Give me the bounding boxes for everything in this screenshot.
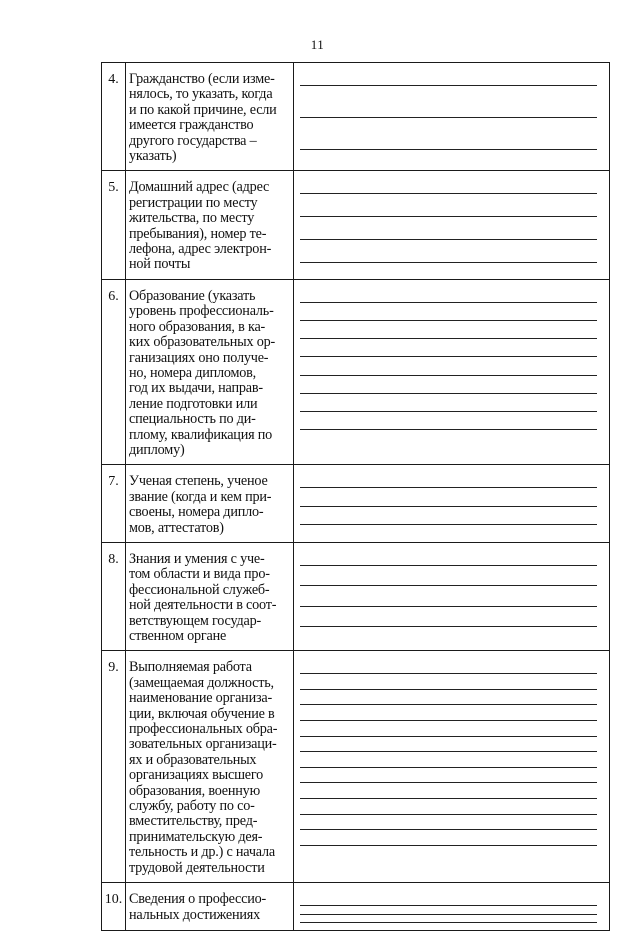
answer-line[interactable] <box>300 117 597 118</box>
row-label-line: диплому) <box>129 441 185 458</box>
answer-line[interactable] <box>300 673 597 674</box>
row-label-line: другого государства – <box>129 132 257 149</box>
answer-line[interactable] <box>300 565 597 566</box>
answer-line[interactable] <box>300 320 597 321</box>
row-label-line: службу, работу по со- <box>129 798 255 815</box>
page-number: 11 <box>310 37 325 52</box>
answer-line[interactable] <box>300 736 597 737</box>
row-label-line: трудовой деятельности <box>129 859 265 876</box>
form-row-9 <box>102 651 610 883</box>
answer-line[interactable] <box>300 798 597 799</box>
answer-line[interactable] <box>300 487 597 488</box>
answer-field[interactable] <box>294 651 610 883</box>
row-label <box>126 883 294 931</box>
row-number: 10. <box>102 883 126 931</box>
row-label-line: ственном органе <box>129 628 227 644</box>
answer-line[interactable] <box>300 524 597 525</box>
answer-line[interactable] <box>300 429 597 430</box>
answer-line[interactable] <box>300 626 597 627</box>
answer-line[interactable] <box>300 814 597 815</box>
form-row-4 <box>102 63 610 171</box>
row-label-line: год их выдачи, направ- <box>129 380 263 397</box>
row-label-line: Образование (указать <box>129 287 256 304</box>
answer-line[interactable] <box>300 375 597 376</box>
row-label-line: но, номера дипломов, <box>129 364 257 381</box>
answer-field[interactable] <box>294 63 610 171</box>
row-label-line: регистрации по месту <box>129 194 258 211</box>
questionnaire-table <box>101 62 610 931</box>
row-label-line: и по какой причине, если <box>129 101 277 118</box>
row-label-line: (замещаемая должность, <box>129 674 274 691</box>
row-label-line: нальных достижениях <box>129 906 261 923</box>
form-row-5 <box>102 171 610 279</box>
row-number: 4. <box>102 63 126 171</box>
row-label-line: Знания и умения с уче- <box>129 550 265 567</box>
row-label-line: фессиональной служеб- <box>129 581 270 598</box>
row-label <box>126 63 294 171</box>
form-row-8 <box>102 542 610 650</box>
row-label-line: ции, включая обучение в <box>129 705 275 722</box>
row-number: 9. <box>102 651 126 883</box>
row-label-line: образования, военную <box>129 782 260 799</box>
row-label-line: ких образовательных ор- <box>129 334 276 351</box>
answer-line[interactable] <box>300 193 597 194</box>
answer-line[interactable] <box>300 914 597 915</box>
row-label-line: своены, номера дипло- <box>129 504 264 521</box>
row-label <box>126 171 294 279</box>
row-label-line: пребывания), номер те- <box>129 225 267 242</box>
answer-line[interactable] <box>300 751 597 752</box>
answer-line[interactable] <box>300 356 597 357</box>
answer-line[interactable] <box>300 782 597 783</box>
answer-line[interactable] <box>300 216 597 217</box>
row-label <box>126 651 294 883</box>
row-number: 6. <box>102 279 126 464</box>
row-label-line: жительства, по месту <box>129 210 255 227</box>
row-label-line: том области и вида про- <box>129 566 270 583</box>
answer-line[interactable] <box>300 704 597 705</box>
row-label-line: ной почты <box>129 256 191 273</box>
answer-line[interactable] <box>300 720 597 721</box>
answer-field[interactable] <box>294 279 610 464</box>
answer-line[interactable] <box>300 393 597 394</box>
row-label <box>126 279 294 464</box>
row-label-line: зовательных организаци- <box>129 736 277 753</box>
row-label-line: принимательскую дея- <box>129 828 263 845</box>
row-label <box>126 542 294 650</box>
row-label-line: профессиональных обра- <box>129 721 278 738</box>
row-label-line: специальность по ди- <box>129 411 256 428</box>
answer-line[interactable] <box>300 239 597 240</box>
row-label-line: ление подготовки или <box>129 395 258 412</box>
answer-field[interactable] <box>294 465 610 543</box>
row-label-line: имеется гражданство <box>129 117 254 134</box>
row-label-line: плому, квалификация по <box>129 426 273 443</box>
row-label-line: вместительству, пред- <box>129 813 258 830</box>
row-label-line: звание (когда и кем при- <box>129 488 272 505</box>
answer-field[interactable] <box>294 542 610 650</box>
row-label-line: Ученая степень, ученое <box>129 473 268 490</box>
row-label-line: Выполняемая работа <box>129 659 252 676</box>
row-label-line: организациях высшего <box>129 767 264 784</box>
row-label-line: ной деятельности в соот- <box>129 597 277 614</box>
row-label <box>126 465 294 543</box>
row-label-line: лефона, адрес электрон- <box>129 241 272 258</box>
row-label-line: ях и образовательных <box>129 751 257 768</box>
answer-field[interactable] <box>294 883 610 931</box>
answer-line[interactable] <box>300 506 597 507</box>
row-label-line: указать) <box>129 148 177 165</box>
answer-line[interactable] <box>300 905 597 906</box>
answer-line[interactable] <box>300 338 597 339</box>
row-number: 8. <box>102 542 126 650</box>
row-label-line: ганизациях оно получе- <box>129 349 269 366</box>
answer-line[interactable] <box>300 585 597 586</box>
row-label-line: нялось, то указать, когда <box>129 86 273 103</box>
answer-line[interactable] <box>300 411 597 412</box>
row-label-line: тельность и др.) с начала <box>129 844 275 861</box>
answer-field[interactable] <box>294 171 610 279</box>
answer-line[interactable] <box>300 767 597 768</box>
answer-line[interactable] <box>300 845 597 846</box>
answer-line[interactable] <box>300 302 597 303</box>
answer-line[interactable] <box>300 829 597 830</box>
answer-line[interactable] <box>300 606 597 607</box>
row-number: 7. <box>102 465 126 543</box>
form-row-6 <box>102 279 610 464</box>
row-label-line: ного образования, в ка- <box>129 318 266 335</box>
row-number: 5. <box>102 171 126 279</box>
answer-line[interactable] <box>300 922 597 923</box>
form-row-7 <box>102 465 610 543</box>
form-row-10 <box>102 883 610 931</box>
row-label-line: ветствующем государ- <box>129 612 261 629</box>
row-label-line: уровень профессиональ- <box>129 303 274 320</box>
answer-line[interactable] <box>300 262 597 263</box>
row-label-line: Сведения о профессио- <box>129 891 267 908</box>
row-label-line: наименование организа- <box>129 690 272 707</box>
row-label-line: мов, аттестатов) <box>129 519 224 536</box>
row-label-line: Домашний адрес (адрес <box>129 179 270 196</box>
row-label-line: Гражданство (если изме- <box>129 71 275 87</box>
answer-line[interactable] <box>300 689 597 690</box>
answer-line[interactable] <box>300 85 597 86</box>
answer-line[interactable] <box>300 149 597 150</box>
